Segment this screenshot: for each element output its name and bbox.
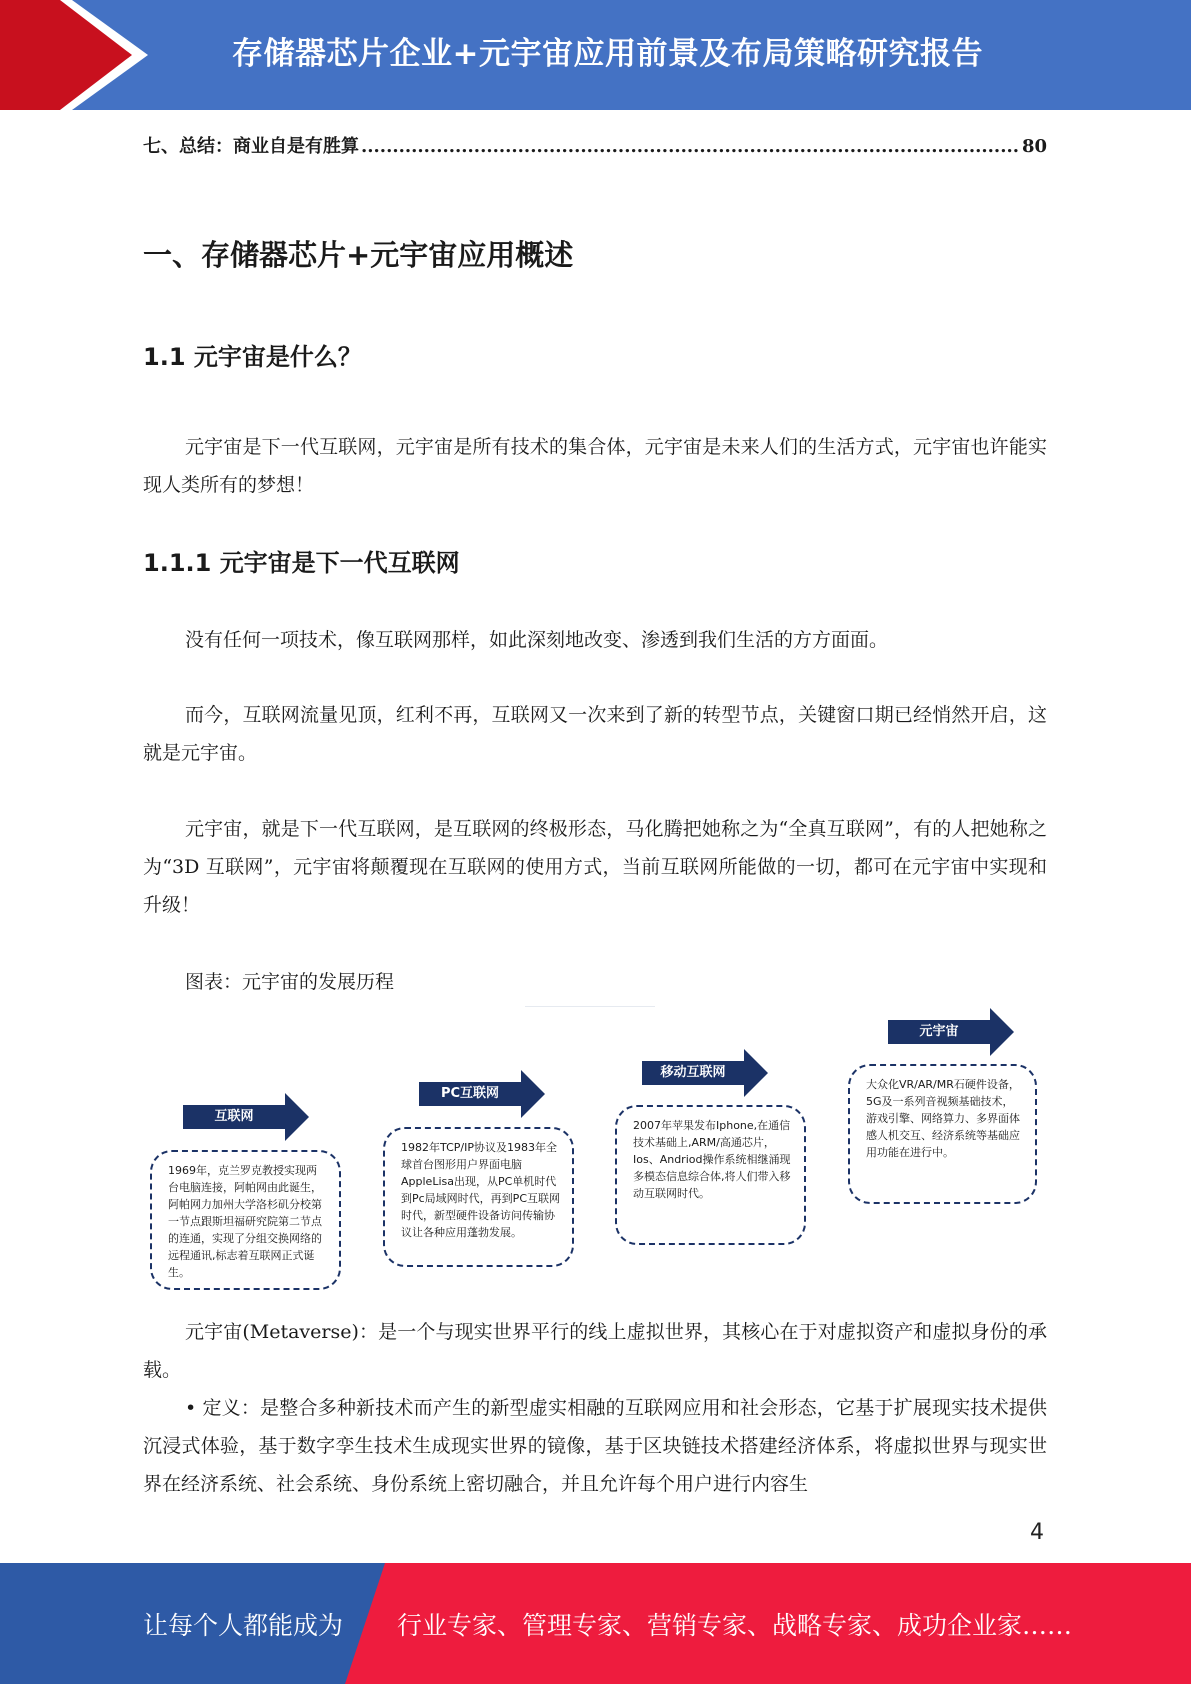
toc-entry[interactable] bbox=[143, 132, 1047, 158]
bullet-paragraph: • 定义：是整合多种新技术而产生的新型虚实相融的互联网应用和社会形态，它基于扩展现实技术提供沉浸式体验，基于数字孪生技术生成现实世界的镜像，基于区块链技术搭建经济体系，将虚拟世界与现实世界在经济系统、社会系统、身份系统上密切融合，并且允许每个用户进行内容生 bbox=[143, 1397, 1047, 1495]
stage-label: 移动互联网 bbox=[660, 1065, 726, 1080]
subsection-heading: 1.1 元宇宙是什么？ bbox=[143, 343, 362, 371]
body-paragraph: 元宇宙，就是下一代互联网，是互联网的终极形态，马化腾把她称之为“全真互联网”，有的人把她称之为“3D 互联网”，元宇宙将颠覆现在互联网的使用方式，当前互联网所能做的一切，都可在元宇宙中实现和升级！ bbox=[143, 818, 1047, 916]
figure-divider bbox=[525, 1006, 655, 1007]
stage-label: PC互联网 bbox=[440, 1086, 500, 1101]
body-paragraph: 没有任何一项技术，像互联网那样，如此深刻地改变、渗透到我们生活的方方面面。 bbox=[185, 629, 889, 651]
page-footer bbox=[0, 1563, 1191, 1684]
stage-description: 大众化VR/AR/MR石硬件设备，5G及一系列音视频基础技术，游戏引擎、网络算力、多界面体感人机交互、经济系统等基础应用功能在进行中。 bbox=[848, 1064, 1037, 1204]
timeline-figure bbox=[0, 1000, 1191, 1300]
stage-label: 元宇宙 bbox=[919, 1024, 959, 1039]
stage-description: 1969年，克兰罗克教授实现两台电脑连接，阿帕网由此诞生，阿帕网力加州大学洛杉矶分校第一节点跟斯坦福研究院第二节点的连通，实现了分组交换网络的远程通讯,标志着互联网正式诞生。 bbox=[150, 1150, 341, 1290]
footer-slogan-left: 让每个人都能成为 bbox=[143, 1611, 344, 1640]
stage-label: 互联网 bbox=[214, 1109, 254, 1124]
figure-caption: 图表：元宇宙的发展历程 bbox=[185, 971, 395, 993]
toc-page-number: 80 bbox=[1021, 136, 1047, 157]
intro-paragraph: 元宇宙是下一代互联网，元宇宙是所有技术的集合体，元宇宙是未来人们的生活方式，元宇宙也许能实现人类所有的梦想！ bbox=[143, 436, 1047, 496]
page-number: 4 bbox=[1030, 1520, 1044, 1545]
definition-paragraph: 元宇宙(Metaverse)：是一个与现实世界平行的线上虚拟世界，其核心在于对虚拟资产和虚拟身份的承载。 bbox=[143, 1321, 1047, 1381]
toc-leader-dots bbox=[361, 136, 1020, 157]
report-title: 存储器芯片企业+元宇宙应用前景及布局策略研究报告 bbox=[232, 36, 983, 72]
page-header bbox=[0, 0, 1191, 110]
section-heading: 一、存储器芯片+元宇宙应用概述 bbox=[143, 238, 574, 272]
body-paragraph: 而今，互联网流量见顶，红利不再，互联网又一次来到了新的转型节点，关键窗口期已经悄然开启，这就是元宇宙。 bbox=[143, 704, 1047, 764]
footer-slogan-right: 行业专家、管理专家、营销专家、战略专家、成功企业家…… bbox=[397, 1611, 1073, 1640]
stage-description: 1982年TCP/IP协议及1983年全球首台图形用户界面电脑AppleLisa出现，从PC单机时代到Pc局域网时代，再到PC互联网时代，新型硬件设备访问传输协议让各种应用蓬勃发展。 bbox=[383, 1127, 574, 1267]
toc-entry-label: 七、总结：商业自是有胜算 bbox=[143, 136, 359, 157]
stage-description: 2007年苹果发布Iphone,在通信技术基础上,ARM/高通芯片，Ios、Andriod操作系统相继涌现多模态信息综合体,将人们带入移动互联网时代。 bbox=[615, 1105, 806, 1245]
header-chevron-icon bbox=[0, 0, 160, 110]
subsubsection-heading: 1.1.1 元宇宙是下一代互联网 bbox=[143, 549, 460, 577]
